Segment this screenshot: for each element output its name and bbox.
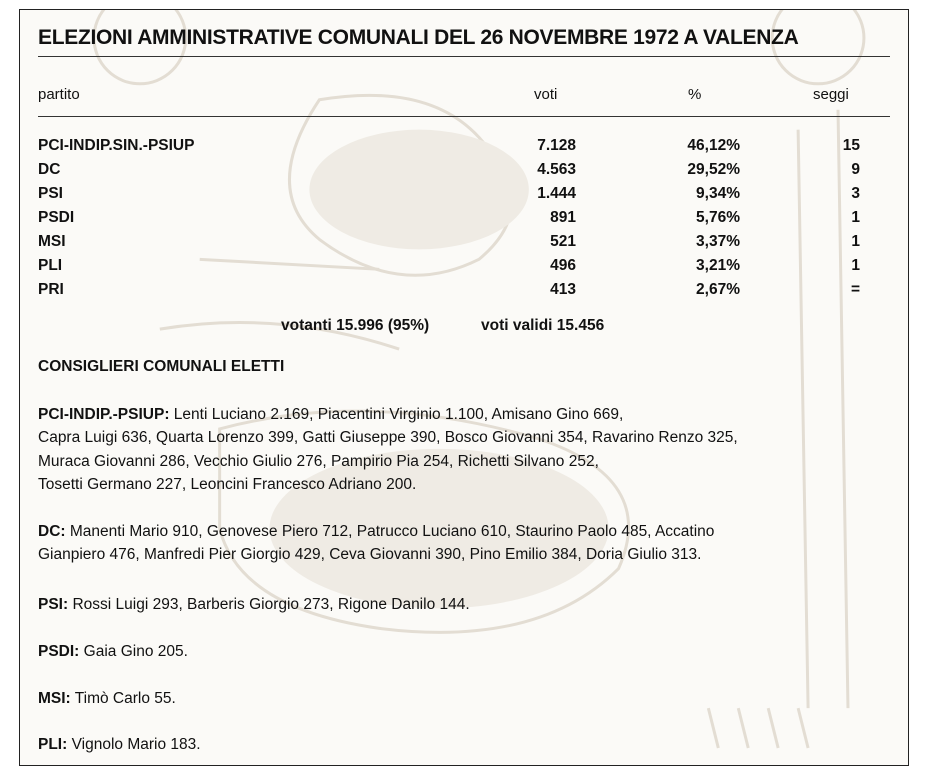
elected-party-label: PLI: xyxy=(38,736,68,753)
elected-dc xyxy=(38,520,898,567)
party-percent: 5,76% xyxy=(696,209,740,226)
party-name: PSDI xyxy=(38,209,75,226)
elected-party-label: PCI-INDIP.-PSIUP: xyxy=(38,406,170,423)
elected-party-label: PSDI: xyxy=(38,643,80,660)
totals-validi: voti validi 15.456 xyxy=(481,317,605,334)
header-rule xyxy=(38,116,890,117)
party-seats: 15 xyxy=(842,137,860,154)
header-partito: partito xyxy=(38,86,80,103)
elected-line: Gianpiero 476, Manfredi Pier Giorgio 429, Ceva Giovanni 390, Pino Emilio 384, Doria Giulio 313. xyxy=(38,546,702,564)
elected-line: Vignolo Mario 183. xyxy=(67,736,201,753)
party-votes: 496 xyxy=(550,257,576,274)
table-row xyxy=(38,233,890,255)
elected-line: Gaia Gino 205. xyxy=(79,643,188,660)
elected-line: Tosetti Germano 227, Leoncini Francesco Adriano 200. xyxy=(38,475,417,493)
party-name: PCI-INDIP.SIN.-PSIUP xyxy=(38,137,195,154)
party-seats: = xyxy=(850,281,860,298)
header-voti: voti xyxy=(534,86,558,103)
header-percent: % xyxy=(688,86,702,103)
party-votes: 413 xyxy=(550,281,576,298)
party-percent: 3,37% xyxy=(696,233,740,250)
party-seats: 1 xyxy=(851,233,860,250)
elected-line: Rossi Luigi 293, Barberis Giorgio 273, Rigone Danilo 144. xyxy=(68,596,470,613)
table-row xyxy=(38,161,890,183)
councillors-heading: CONSIGLIERI COMUNALI ELETTI xyxy=(38,358,285,375)
party-percent: 9,34% xyxy=(696,185,740,202)
elected-line: Timò Carlo 55. xyxy=(70,690,176,707)
party-percent: 46,12% xyxy=(687,137,740,154)
party-votes: 1.444 xyxy=(537,185,576,202)
totals-votanti: votanti 15.996 (95%) xyxy=(281,317,430,334)
party-percent: 29,52% xyxy=(687,161,740,178)
table-row xyxy=(38,185,890,207)
party-votes: 521 xyxy=(550,233,576,250)
elected-line: Capra Luigi 636, Quarta Lorenzo 399, Gatti Giuseppe 390, Bosco Giovanni 354, Ravarino Renzo 325, xyxy=(38,429,738,447)
party-seats: 9 xyxy=(851,161,860,178)
elected-line: Muraca Giovanni 286, Vecchio Giulio 276, Pampirio Pia 254, Richetti Silvano 252, xyxy=(38,452,599,470)
elected-party-label: MSI: xyxy=(38,690,71,707)
party-percent: 2,67% xyxy=(696,281,740,298)
elected-psdi xyxy=(38,640,898,663)
elected-msi xyxy=(38,687,898,710)
table-row xyxy=(38,137,890,159)
elected-party-label: PSI: xyxy=(38,596,69,613)
elected-party-label: DC: xyxy=(38,523,66,540)
elected-line: Manenti Mario 910, Genovese Piero 712, Patrucco Luciano 610, Staurino Paolo 485, Accatino xyxy=(65,523,715,540)
header-seggi: seggi xyxy=(813,86,849,103)
elected-psi xyxy=(38,593,898,616)
elected-pci xyxy=(38,403,898,496)
table-row xyxy=(38,281,890,303)
party-seats: 1 xyxy=(851,257,860,274)
party-name: DC xyxy=(38,161,61,178)
document-frame xyxy=(19,9,909,766)
party-percent: 3,21% xyxy=(696,257,740,274)
party-seats: 1 xyxy=(851,209,860,226)
table-row xyxy=(38,209,890,231)
page-title: ELEZIONI AMMINISTRATIVE COMUNALI DEL 26 NOVEMBRE 1972 A VALENZA xyxy=(38,26,799,49)
party-name: PLI xyxy=(38,257,63,274)
party-votes: 7.128 xyxy=(537,137,576,154)
party-name: PRI xyxy=(38,281,64,298)
party-name: PSI xyxy=(38,185,63,202)
party-seats: 3 xyxy=(851,185,860,202)
party-votes: 4.563 xyxy=(537,161,576,178)
title-underline xyxy=(38,56,890,57)
party-name: MSI xyxy=(38,233,66,250)
elected-pli xyxy=(38,733,898,756)
table-row xyxy=(38,257,890,279)
party-votes: 891 xyxy=(550,209,576,226)
elected-line: Lenti Luciano 2.169, Piacentini Virginio 1.100, Amisano Gino 669, xyxy=(169,406,624,423)
